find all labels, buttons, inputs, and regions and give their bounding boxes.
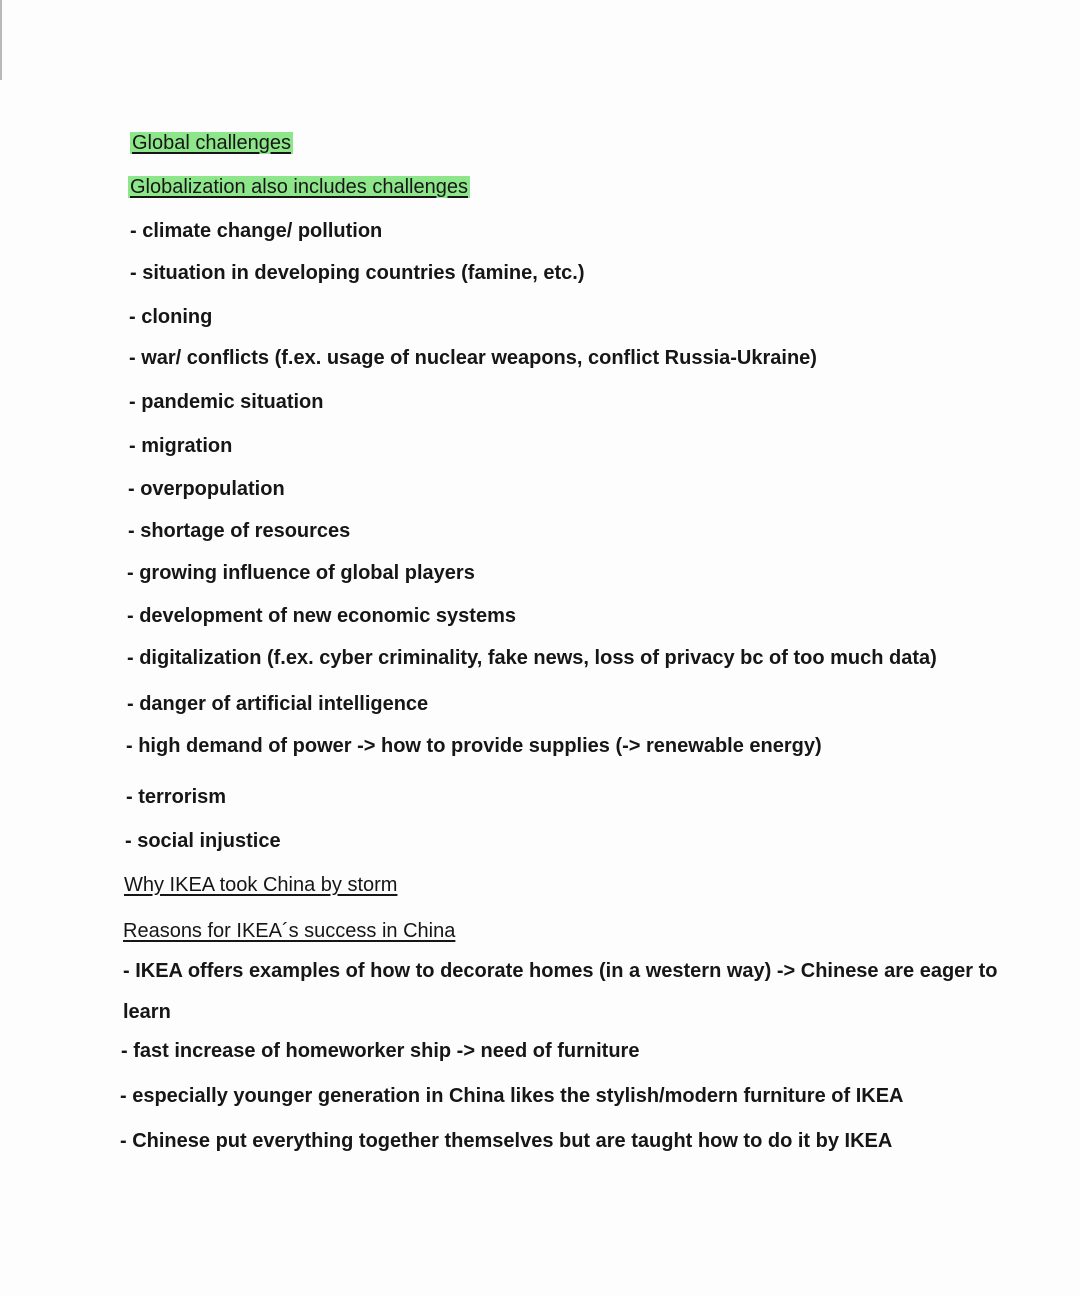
section-subtitle-globalization <box>128 174 470 200</box>
list-item: - pandemic situation <box>129 391 324 413</box>
list-item: - growing influence of global players <box>127 562 475 584</box>
list-item: - high demand of power -> how to provide supplies (-> renewable energy) <box>126 735 822 757</box>
list-item: - overpopulation <box>128 478 285 500</box>
highlighted-subtitle: Globalization also includes challenges <box>130 176 468 198</box>
list-item: - shortage of resources <box>128 520 351 542</box>
list-item: - especially younger generation in China likes the stylish/modern furniture of IKEA <box>120 1085 904 1107</box>
list-item: - migration <box>129 435 233 457</box>
section-title-global-challenges <box>130 130 293 156</box>
section-subtitle-ikea: Reasons for IKEA´s success in China <box>123 920 456 942</box>
list-item: - climate change/ pollution <box>130 220 383 242</box>
list-item: - social injustice <box>125 830 281 852</box>
list-item: - development of new economic systems <box>127 605 516 627</box>
scan-edge-mark <box>0 0 2 80</box>
list-item: - war/ conflicts (f.ex. usage of nuclear weapons, conflict Russia-Ukraine) <box>129 347 817 369</box>
list-item: - danger of artificial intelligence <box>127 693 429 715</box>
list-item: - Chinese put everything together themselves but are taught how to do it by IKEA <box>120 1130 893 1152</box>
list-item: - situation in developing countries (famine, etc.) <box>130 262 585 284</box>
list-item: - fast increase of homeworker ship -> need of furniture <box>121 1040 640 1062</box>
list-item: - digitalization (f.ex. cyber criminality, fake news, loss of privacy bc of too much data) <box>127 647 937 669</box>
list-item: - IKEA offers examples of how to decorate homes (in a western way) -> Chinese are eager to <box>123 960 998 982</box>
list-item: - cloning <box>129 306 213 328</box>
list-item: - terrorism <box>126 786 227 808</box>
list-item: learn <box>123 1001 171 1023</box>
highlighted-title: Global challenges <box>132 132 291 154</box>
section-title-ikea: Why IKEA took China by storm <box>124 874 398 896</box>
